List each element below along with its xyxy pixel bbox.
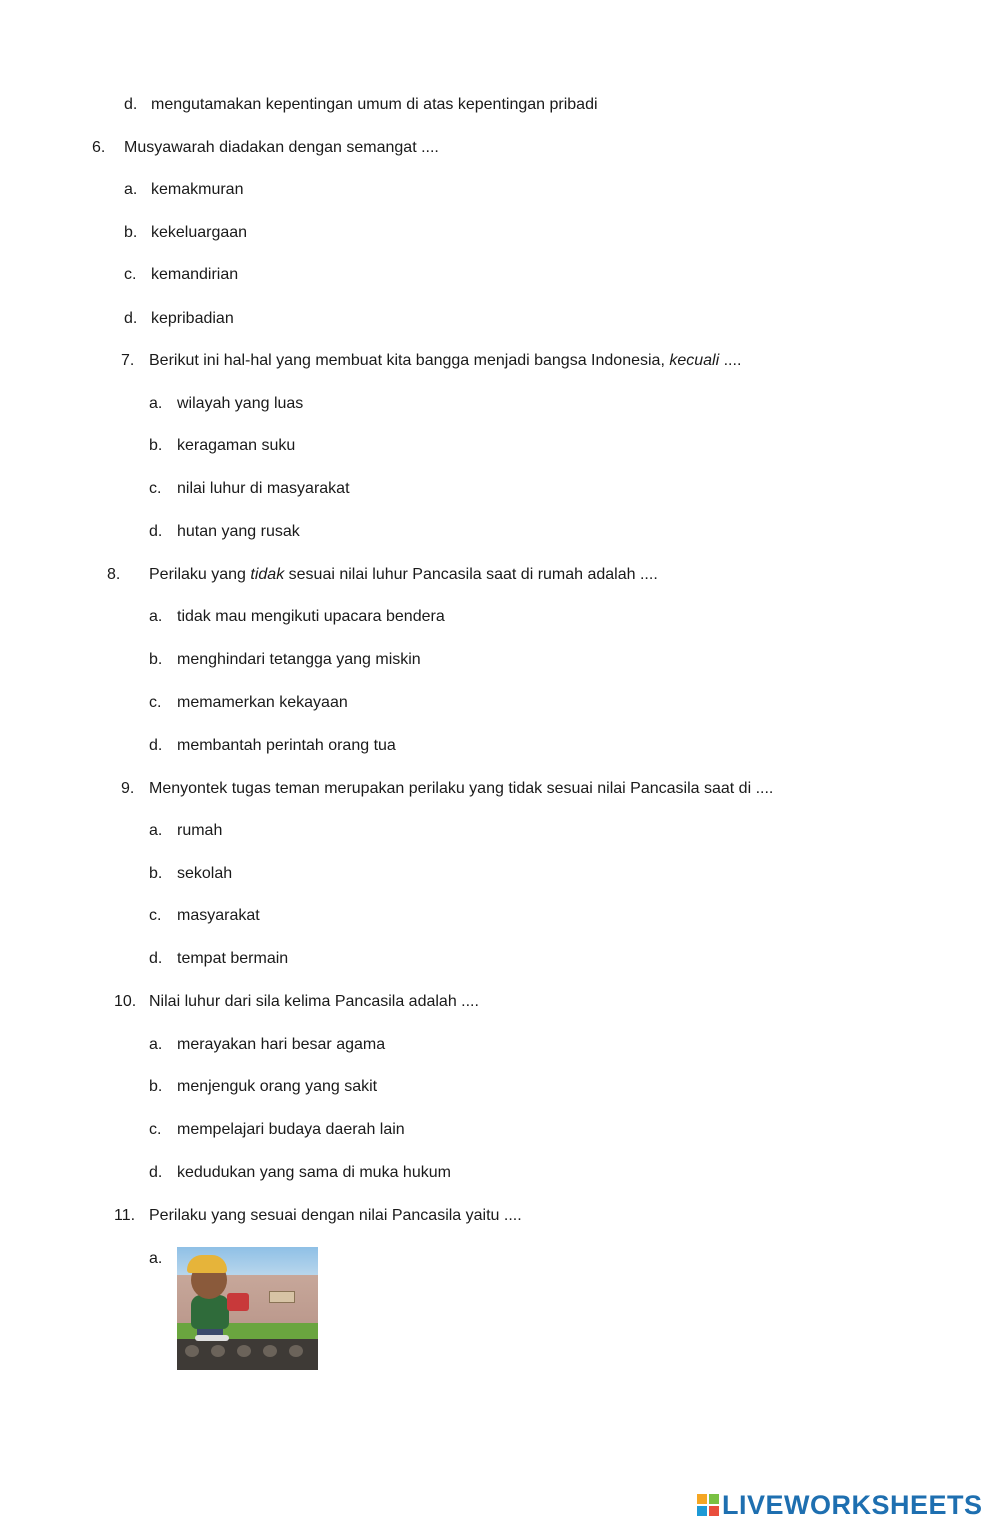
option-text: hutan yang rusak	[177, 523, 300, 540]
option-text: kedudukan yang sama di muka hukum	[177, 1164, 451, 1181]
question-number: 7.	[121, 352, 135, 369]
option-letter: c.	[149, 1121, 162, 1138]
option-letter: c.	[124, 266, 137, 283]
question-text: Perilaku yang tidak sesuai nilai luhur Pancasila saat di rumah adalah ....	[149, 566, 658, 583]
option-text: kepribadian	[151, 310, 234, 327]
liveworksheets-logo-icon	[697, 1494, 719, 1516]
option-text: membantah perintah orang tua	[177, 737, 396, 754]
option-a-illustration	[177, 1247, 318, 1370]
question-text: Musyawarah diadakan dengan semangat ....	[124, 139, 439, 156]
option-text: kemakmuran	[151, 181, 244, 198]
option-letter: d.	[149, 523, 163, 540]
question-text: Nilai luhur dari sila kelima Pancasila adalah ....	[149, 993, 479, 1010]
question-text: Berikut ini hal-hal yang membuat kita bangga menjadi bangsa Indonesia, kecuali ....	[149, 352, 742, 369]
question-number: 10.	[114, 993, 137, 1010]
option-letter: a.	[124, 181, 138, 198]
option-letter: a.	[149, 395, 163, 412]
question-text: Menyontek tugas teman merupakan perilaku yang tidak sesuai nilai Pancasila saat di ....	[149, 780, 774, 797]
option-text: masyarakat	[177, 907, 260, 924]
option-letter: c.	[149, 694, 162, 711]
option-text: mengutamakan kepentingan umum di atas kepentingan pribadi	[151, 96, 598, 113]
option-text: memamerkan kekayaan	[177, 694, 348, 711]
question-text: Perilaku yang sesuai dengan nilai Pancasila yaitu ....	[149, 1207, 522, 1224]
option-letter: c.	[149, 907, 162, 924]
option-letter: a.	[149, 1036, 163, 1053]
option-text: mempelajari budaya daerah lain	[177, 1121, 405, 1138]
option-text: menghindari tetangga yang miskin	[177, 651, 421, 668]
option-text: rumah	[177, 822, 223, 839]
question-number: 11.	[114, 1207, 136, 1224]
option-text: tidak mau mengikuti upacara bendera	[177, 608, 445, 625]
option-letter: b.	[149, 651, 163, 668]
option-letter: a.	[149, 608, 163, 625]
question-number: 6.	[92, 139, 106, 156]
option-letter: b.	[124, 224, 138, 241]
option-letter: a.	[149, 822, 163, 839]
liveworksheets-logo	[697, 1490, 983, 1520]
option-text: wilayah yang luas	[177, 395, 304, 412]
option-letter: b.	[149, 437, 163, 454]
option-text: kekeluargaan	[151, 224, 248, 241]
option-letter: a.	[149, 1250, 163, 1267]
option-text: tempat bermain	[177, 950, 289, 967]
option-text: menjenguk orang yang sakit	[177, 1078, 378, 1095]
option-text: merayakan hari besar agama	[177, 1036, 386, 1053]
brand-name: LIVEWORKSHEETS	[722, 1490, 983, 1520]
option-text: keragaman suku	[177, 437, 296, 454]
option-letter: d.	[149, 1164, 163, 1181]
option-letter: d.	[124, 310, 138, 327]
option-letter: c.	[149, 480, 162, 497]
option-letter: d.	[124, 96, 138, 113]
option-letter: d.	[149, 950, 163, 967]
option-text: nilai luhur di masyarakat	[177, 480, 350, 497]
question-number: 9.	[121, 780, 135, 797]
option-letter: b.	[149, 865, 163, 882]
option-text: kemandirian	[151, 266, 239, 283]
option-letter: b.	[149, 1078, 163, 1095]
option-text: sekolah	[177, 865, 233, 882]
question-number: 8.	[107, 566, 121, 583]
option-letter: d.	[149, 737, 163, 754]
